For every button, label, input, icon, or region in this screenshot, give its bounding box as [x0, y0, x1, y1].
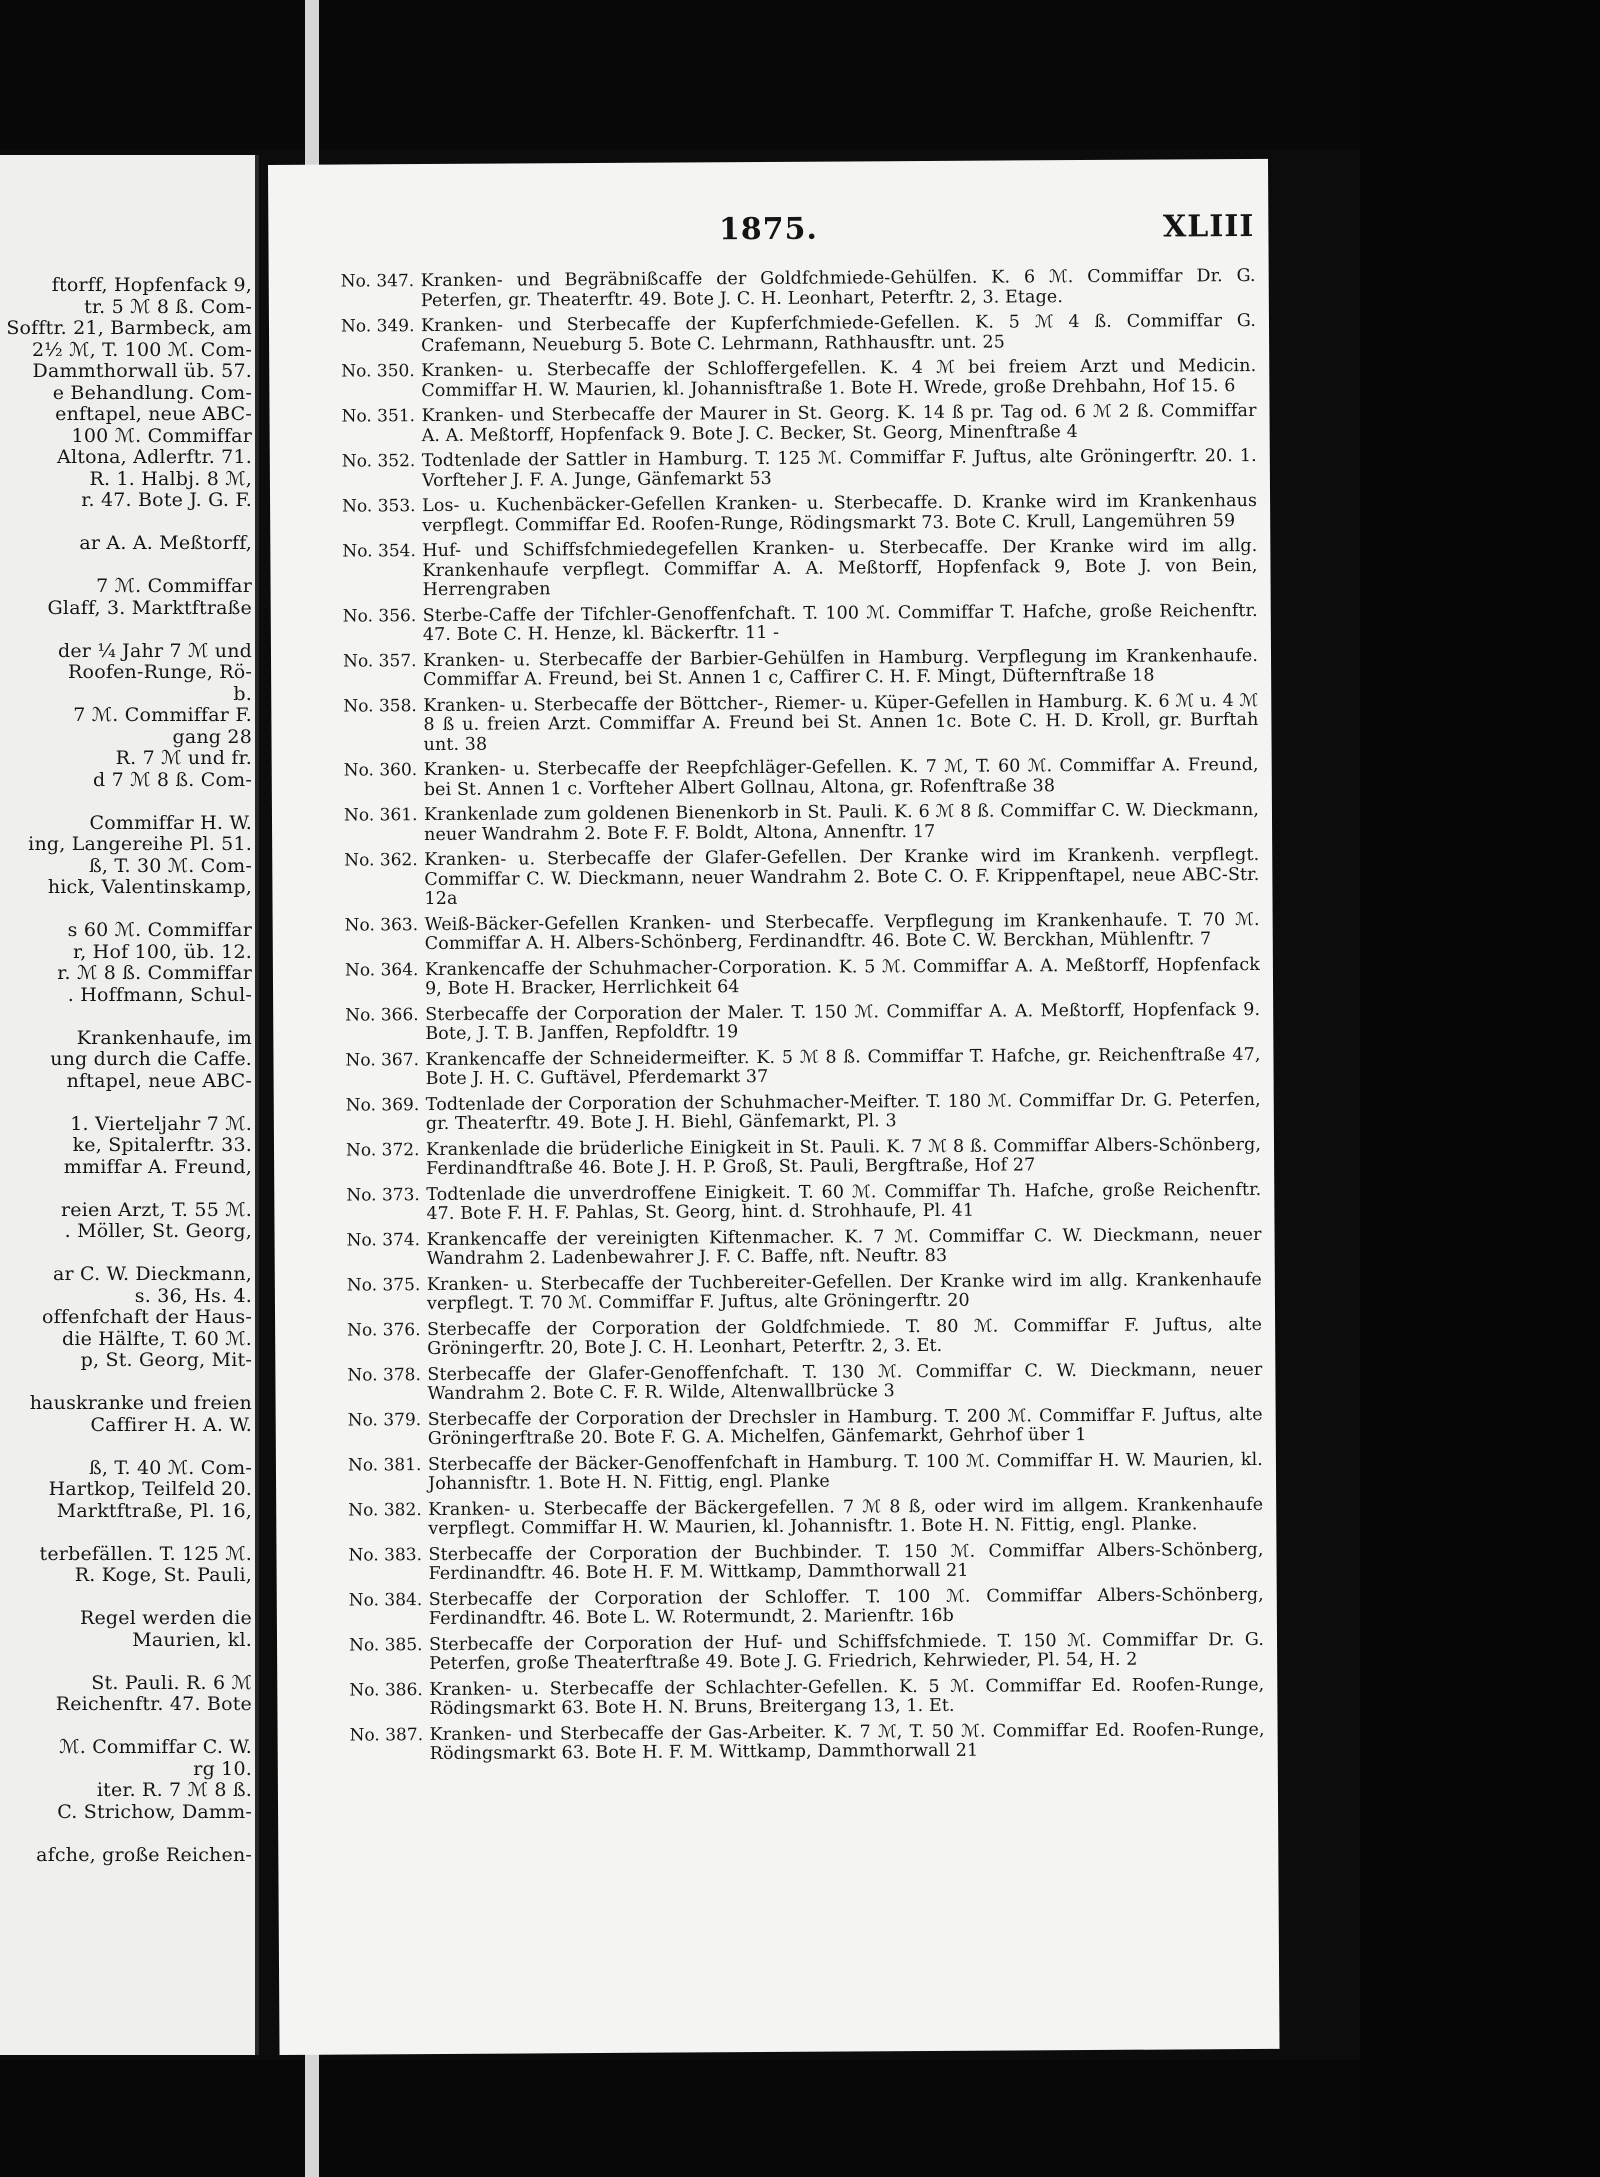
entry-text: Krankenlade zum goldenen Bienenkorb in St. Pauli. K. 6 ℳ 8 ß. Commiffar C. W. Dieckmann, neuer Wandrahm 2. Bote F. F. Boldt, Altona, Annenftr. 17	[423, 799, 1260, 845]
register-entry	[350, 1720, 1265, 1765]
entry-number: No. 386.	[349, 1679, 423, 1701]
left-page-line: tr. 5 ℳ 8 ß. Com-	[84, 296, 252, 318]
left-page-line: Roofen-Runge, Rö-	[68, 662, 252, 683]
entry-text: Todtenlade der Corporation der Schuhmacher-Meifter. T. 180 ℳ. Commiffar Dr. G. Peterfen, gr. Theaterftr. 49. Bote J. H. Biehl, Gänfemarkt, Pl. 3	[425, 1089, 1261, 1135]
left-page-line: Caffirer H. A. W.	[90, 1414, 252, 1436]
entry-number: No. 352.	[341, 451, 416, 472]
entry-number: No. 382.	[348, 1499, 422, 1521]
entry-number: No. 351.	[341, 406, 416, 427]
entry-text: Sterbecaffe der Corporation der Drechsler in Hamburg. T. 200 ℳ. Commiffar F. Juftus, alte Gröningerftraße 20. Bote F. G. A. Michelfen, Gänfemarkt, Gehrhof über 1	[427, 1404, 1263, 1450]
left-page-line: hauskranke und freien	[29, 1393, 252, 1414]
left-page-line	[0, 1243, 252, 1265]
register-entry	[346, 1090, 1261, 1135]
register-entry	[344, 756, 1259, 801]
entry-number: No. 357.	[342, 650, 417, 672]
register-entry	[348, 1450, 1263, 1495]
entry-number: No. 367.	[345, 1049, 420, 1071]
left-page-line: St. Pauli. R. 6 ℳ	[91, 1672, 252, 1694]
left-page-line: s 60 ℳ. Commiffar	[67, 920, 252, 941]
register-entry	[342, 492, 1257, 537]
entry-number: No. 363.	[344, 914, 419, 936]
left-page-line: afche, große Reichen-	[36, 1844, 252, 1866]
left-page-line	[0, 1092, 252, 1114]
left-page-line	[0, 1006, 252, 1028]
left-page-line: terbefällen. T. 125 ℳ.	[39, 1543, 252, 1565]
register-entry	[348, 1405, 1263, 1450]
left-page-line: ftorff, Hopfenfack 9,	[51, 275, 252, 296]
entry-text: Todtenlade die unverdroffene Einigkeit. T. 60 ℳ. Commiffar Th. Hafche, große Reichenftr. 47. Bote F. H. F. Pahlas, St. Georg, hint. d. Strohhaufe, Pl. 41	[426, 1179, 1262, 1225]
left-page-line: 1. Vierteljahr 7 ℳ.	[70, 1113, 252, 1135]
left-page-line: 100 ℳ. Commiffar	[71, 425, 252, 447]
entry-text: Kranken- und Sterbecaffe der Kupferfchmiede-Gefellen. K. 5 ℳ 4 ß. Commiffar G. Crafemann, Neueburg 5. Bote C. Lehrmann, Rathhausftr. unt. 25	[420, 310, 1257, 356]
register-entry	[349, 1630, 1264, 1675]
register-entry	[347, 1315, 1262, 1360]
register-entry	[342, 537, 1257, 601]
entry-number: No. 347.	[340, 271, 415, 292]
register-entry	[342, 447, 1257, 492]
left-page-line	[0, 1716, 252, 1738]
left-page-line	[0, 555, 252, 577]
left-page-line: hick, Valentinskamp,	[47, 877, 252, 898]
entry-text: Sterbecaffe der Corporation der Buchbinder. T. 150 ℳ. Commiffar Albers-Schönberg, Ferdinandftr. 46. Bote H. F. M. Wittkamp, Dammthorwall 21	[428, 1539, 1264, 1585]
entry-number: No. 361.	[343, 805, 418, 826]
left-page-line: mmiffar A. Freund,	[63, 1156, 252, 1178]
left-page-line	[0, 1522, 252, 1544]
left-page-fragment	[0, 155, 259, 2055]
page-header	[268, 209, 1268, 255]
entry-text: Krankencaffe der Schuhmacher-Corporation. K. 5 ℳ. Commiffar A. A. Meßtorff, Hopfenfack 9, Bote H. Bracker, Herrlichkeit 64	[424, 954, 1260, 1000]
entry-number: No. 381.	[347, 1454, 422, 1476]
left-page-line: r. 47. Bote J. G. F.	[81, 490, 252, 511]
left-page-line: Glaff, 3. Marktftraße	[47, 597, 252, 619]
register-entry	[346, 1180, 1261, 1225]
register-entry	[343, 646, 1258, 691]
left-page-line: . Möller, St. Georg,	[64, 1221, 252, 1242]
register-entry	[343, 601, 1258, 646]
left-page-line	[0, 791, 252, 813]
left-page-line: offenfchaft der Haus-	[42, 1307, 252, 1328]
left-page-line: e Behandlung. Com-	[52, 382, 252, 404]
entry-text: Krankencaffe der vereinigten Kiftenmacher. K. 7 ℳ. Commiffar C. W. Dieckmann, neuer Wandrahm 2. Ladenbewahrer J. F. C. Baffe, nft. Neuftr. 83	[426, 1224, 1262, 1270]
left-page-line: R. 7 ℳ und fr.	[115, 748, 252, 769]
entry-number: No. 349.	[340, 316, 415, 337]
entry-number: No. 356.	[342, 605, 417, 627]
left-page-line: p, St. Georg, Mit-	[80, 1350, 252, 1371]
entry-text: Sterbe-Caffe der Tifchler-Genoffenfchaft. T. 100 ℳ. Commiffar T. Hafche, große Reichenftr. 47. Bote C. H. Henze, kl. Bäckerftr. 11 -	[422, 600, 1258, 646]
left-page-line: Krankenhaufe, im	[76, 1027, 252, 1049]
entry-number: No. 387.	[349, 1724, 424, 1746]
left-page-line: s. 36, Hs. 4.	[134, 1285, 252, 1307]
register-entry	[348, 1540, 1263, 1585]
page-year: 1875.	[718, 211, 818, 248]
left-page-line: ke, Spitalerftr. 33.	[72, 1135, 252, 1156]
entry-number: No. 358.	[343, 695, 417, 717]
left-page-line: Reichenftr. 47. Bote	[55, 1694, 252, 1715]
entry-number: No. 350.	[341, 361, 415, 382]
left-page-line	[0, 1587, 252, 1609]
left-page-line: ℳ. Commiffar C. W.	[59, 1737, 252, 1758]
left-page-line: iter. R. 7 ℳ 8 ß.	[96, 1780, 252, 1801]
entry-text: Kranken- u. Sterbecaffe der Bäckergefellen. 7 ℳ 8 ß, oder wird im allgem. Krankenhaufe verpflegt. Commiffar H. W. Maurien, kl. Johannisftr. 1. Bote H. N. Fittig, engl. Planke.	[428, 1494, 1264, 1540]
entry-text: Kranken- und Sterbecaffe der Gas-Arbeiter. K. 7 ℳ, T. 50 ℳ. Commiffar Ed. Roofen-Runge, Rödingsmarkt 63. Bote H. F. M. Wittkamp, Dammthorwall 21	[429, 1719, 1265, 1765]
left-page-line: ß, T. 40 ℳ. Com-	[89, 1457, 252, 1479]
right-page	[268, 159, 1280, 2055]
entry-text: Kranken- und Sterbecaffe der Maurer in St. Georg. K. 14 ß pr. Tag od. 6 ℳ 2 ß. Commiffar A. A. Meßtorff, Hopfenfack 9. Bote J. C. Becker, St. Georg, Minenftraße 4	[421, 400, 1257, 446]
entry-number: No. 376.	[347, 1319, 421, 1341]
left-page-line: ung durch die Caffe.	[50, 1049, 252, 1070]
left-page-line: Commiffar H. W.	[89, 812, 252, 834]
entry-number: No. 379.	[347, 1409, 422, 1431]
left-page-line	[0, 512, 252, 534]
entry-text: Krankencaffe der Schneidermeifter. K. 5 ℳ 8 ß. Commiffar T. Hafche, gr. Reichenftraße 47, Bote J. H. C. Guftävel, Pferdemarkt 37	[425, 1044, 1261, 1090]
left-page-line: Dammthorwall üb. 57.	[32, 361, 252, 382]
register-entry	[344, 801, 1259, 846]
left-page-line: b.	[233, 683, 252, 705]
scan-border-right	[1360, 0, 1600, 2177]
left-page-line: ing, Langereihe Pl. 51.	[28, 834, 252, 855]
left-page-line	[0, 1178, 252, 1200]
entry-number: No. 353.	[342, 496, 416, 517]
left-page-line: gang 28	[172, 726, 252, 748]
left-page-line: ß, T. 30 ℳ. Com-	[89, 855, 252, 877]
register-entry	[341, 402, 1256, 447]
entry-text: Kranken- u. Sterbecaffe der Tuchbereiter-Gefellen. Der Kranke wird im allg. Krankenhaufe verpflegt. T. 70 ℳ. Commiffar F. Juftus, alte Gröningerftr. 20	[426, 1269, 1262, 1315]
entry-number: No. 366.	[345, 1004, 419, 1026]
entry-text: Sterbecaffe der Corporation der Goldfchmiede. T. 80 ℳ. Commiffar F. Juftus, alte Gröningerftr. 20, Bote J. C. H. Leonhart, Peterftr. 2, 3. Et.	[427, 1314, 1263, 1360]
page-number-roman: XLIII	[1162, 208, 1255, 245]
entry-text: Krankenlade die brüderliche Einigkeit in St. Pauli. K. 7 ℳ 8 ß. Commiffar Albers-Schönberg, Ferdinandftraße 46. Bote J. H. P. Groß, St. Pauli, Bergftraße, Hof 27	[425, 1134, 1262, 1180]
entry-text: Huf- und Schiffsfchmiedegefellen Kranken- u. Sterbecaffe. Der Kranke wird im allg. Krankenhaufe verpflegt. Commiffar A. A. Meßtorff, Hopfenfack 9, Bote J. von Bein, Herrengraben	[422, 535, 1258, 601]
entry-number: No. 385.	[348, 1634, 423, 1656]
entry-number: No. 362.	[344, 850, 418, 871]
left-page-line: R. 1. Halbj. 8 ℳ,	[89, 468, 252, 490]
entry-text: Sterbecaffe der Corporation der Maler. T. 150 ℳ. Commiffar A. A. Meßtorff, Hopfenfack 9. Bote, J. T. B. Janffen, Repfoldftr. 19	[425, 999, 1261, 1045]
entry-text: Kranken- u. Sterbecaffe der Böttcher-, Riemer- u. Küper-Gefellen in Hamburg. K. 6 ℳ u. 4 ℳ 8 ß u. freien Arzt. Commiffar A. Freund bei St. Annen 1c. Bote C. H. D. Kroll, gr. Burftah unt. 38	[423, 690, 1259, 755]
entry-text: Weiß-Bäcker-Gefellen Kranken- und Sterbecaffe. Verpflegung im Krankenhaufe. T. 70 ℳ. Commiffar A. H. Albers-Schönberg, Ferdinandftr. 46. Bote C. W. Berckhan, Mühlenftr. 7	[424, 909, 1260, 955]
left-page-line: ar A. A. Meßtorff,	[79, 533, 252, 554]
entry-text: Kranken- u. Sterbecaffe der Reepfchläger-Gefellen. K. 7 ℳ, T. 60 ℳ. Commiffar A. Freund, bei St. Annen 1 c. Vorfteher Albert Gollnau, Altona, gr. Rofenftraße 38	[423, 754, 1259, 800]
left-page-line: Marktftraße, Pl. 16,	[56, 1500, 252, 1522]
entry-text: Kranken- u. Sterbecaffe der Barbier-Gehülfen in Hamburg. Verpflegung im Krankenhaufe. Commiffar A. Freund, bei St. Annen 1 c, Caffirer C. H. F. Mingt, Düfternftraße 18	[422, 645, 1259, 691]
entry-number: No. 374.	[346, 1229, 421, 1251]
entry-number: No. 354.	[342, 541, 416, 562]
register-entry	[341, 312, 1256, 357]
left-page-line: r. ℳ 8 ß. Commiffar	[57, 963, 252, 984]
entry-text: Los- u. Kuchenbäcker-Gefellen Kranken- u. Sterbecaffe. D. Kranke wird im Krankenhaus verpflegt. Commiffar Ed. Roofen-Runge, Rödingsmarkt 73. Bote C. Krull, Langemühren 59	[422, 490, 1258, 536]
entry-number: No. 373.	[346, 1184, 420, 1206]
register-entry	[349, 1585, 1264, 1630]
left-page-line	[0, 1436, 252, 1458]
left-page-line: Altona, Adlerftr. 71.	[57, 447, 252, 468]
entry-text: Kranken- und Begräbnißcaffe der Goldfchmiede-Gehülfen. K. 6 ℳ. Commiffar Dr. G. Peterfen, gr. Theaterftr. 49. Bote J. C. H. Leonhart, Peterftr. 2, 3. Etage.	[420, 265, 1256, 311]
left-page-line: Sofftr. 21, Barmbeck, am	[6, 318, 252, 339]
entry-text: Kranken- u. Sterbecaffe der Schloffergefellen. K. 4 ℳ bei freiem Arzt und Medicin. Commiffar H. W. Maurien, kl. Johannisftraße 1. Bote H. Wrede, große Drehbahn, Hof 15. 6	[421, 355, 1257, 401]
entry-text: Sterbecaffe der Glafer-Genoffenfchaft. T. 130 ℳ. Commiffar C. W. Dieckmann, neuer Wandrahm 2. Bote C. F. R. Wilde, Altenwallbrücke 3	[427, 1359, 1263, 1405]
entry-text: Sterbecaffe der Bäcker-Genoffenfchaft in Hamburg. T. 100 ℳ. Commiffar H. W. Maurien, kl. Johannisftr. 1. Bote H. N. Fittig, engl. Planke	[427, 1449, 1263, 1495]
left-page-line: 2½ ℳ, T. 100 ℳ. Com-	[31, 339, 252, 361]
left-page-line: 7 ℳ. Commiffar F.	[73, 705, 252, 726]
left-page-line: r, Hof 100, üb. 12.	[73, 941, 252, 963]
left-page-line: der ¼ Jahr 7 ℳ und	[57, 640, 252, 662]
left-page-line: Regel werden die	[79, 1608, 252, 1629]
entry-number: No. 375.	[346, 1274, 421, 1296]
register-entry	[341, 267, 1256, 312]
entry-number: No. 383.	[348, 1544, 423, 1566]
left-page-line	[0, 899, 252, 921]
left-page-text-column	[0, 275, 252, 1866]
left-page-line: rg 10.	[193, 1758, 252, 1780]
left-page-line	[0, 1372, 252, 1394]
entry-number: No. 372.	[345, 1139, 420, 1161]
entry-number: No. 364.	[344, 959, 419, 981]
left-page-line	[0, 619, 252, 641]
left-page-line: enftapel, neue ABC-	[55, 404, 252, 425]
register-entry	[349, 1675, 1264, 1720]
left-page-line	[0, 1823, 252, 1845]
entry-text: Kranken- u. Sterbecaffe der Schlachter-Gefellen. K. 5 ℳ. Commiffar Ed. Roofen-Runge, Rödingsmarkt 63. Bote H. N. Bruns, Breitergang 13, 1. Et.	[429, 1674, 1265, 1720]
left-page-line: . Hoffmann, Schul-	[67, 984, 252, 1006]
register-entry	[347, 1225, 1262, 1270]
entry-number: No. 378.	[347, 1364, 421, 1386]
register-entry	[341, 357, 1256, 402]
entry-text: Sterbecaffe der Corporation der Huf- und Schiffsfchmiede. T. 150 ℳ. Commiffar Dr. G. Peterfen, große Theaterftraße 49. Bote J. G. Friedrich, Kehrwieder, Pl. 54, H. 2	[428, 1629, 1265, 1675]
left-page-line: ar C. W. Dieckmann,	[52, 1264, 252, 1285]
left-page-line: reien Arzt, T. 55 ℳ.	[61, 1199, 252, 1221]
left-page-line: 7 ℳ. Commiffar	[96, 576, 252, 597]
entry-number: No. 369.	[345, 1094, 420, 1116]
left-page-line: C. Strichow, Damm-	[57, 1801, 252, 1823]
register-entry	[345, 910, 1260, 955]
entry-list	[341, 267, 1265, 1771]
left-page-line: Maurien, kl.	[132, 1629, 252, 1651]
left-page-line: nftapel, neue ABC-	[66, 1070, 252, 1092]
entry-number: No. 384.	[348, 1589, 423, 1611]
left-page-line: die Hälfte, T. 60 ℳ.	[61, 1328, 252, 1350]
register-entry	[347, 1360, 1262, 1405]
register-entry	[347, 1270, 1262, 1315]
register-entry	[348, 1495, 1263, 1540]
register-entry	[344, 846, 1259, 910]
entry-number: No. 360.	[343, 760, 418, 781]
left-page-line	[0, 1651, 252, 1673]
register-entry	[343, 691, 1258, 755]
register-entry	[346, 1135, 1261, 1180]
entry-text: Todtenlade der Sattler in Hamburg. T. 125 ℳ. Commiffar F. Juftus, alte Gröningerftr. 20. 1. Vorfteher J. F. A. Junge, Gänfemarkt 53	[421, 445, 1257, 491]
left-page-line: d 7 ℳ 8 ß. Com-	[93, 769, 252, 791]
register-entry	[345, 955, 1260, 1000]
entry-text: Sterbecaffe der Corporation der Schloffer. T. 100 ℳ. Commiffar Albers-Schönberg, Ferdinandftr. 46. Bote L. W. Rotermundt, 2. Marienftr. 16b	[428, 1584, 1264, 1630]
register-entry	[345, 1000, 1260, 1045]
entry-text: Kranken- u. Sterbecaffe der Glafer-Gefellen. Der Kranke wird im Krankenh. verpflegt. Commiffar C. W. Dieckmann, neuer Wandrahm 2. Bote C. O. F. Krippenftapel, neue ABC-Str. 12a	[424, 844, 1260, 910]
left-page-line: R. Koge, St. Pauli,	[74, 1565, 252, 1586]
left-page-line: Hartkop, Teilfeld 20.	[48, 1479, 252, 1500]
register-entry	[345, 1045, 1260, 1090]
